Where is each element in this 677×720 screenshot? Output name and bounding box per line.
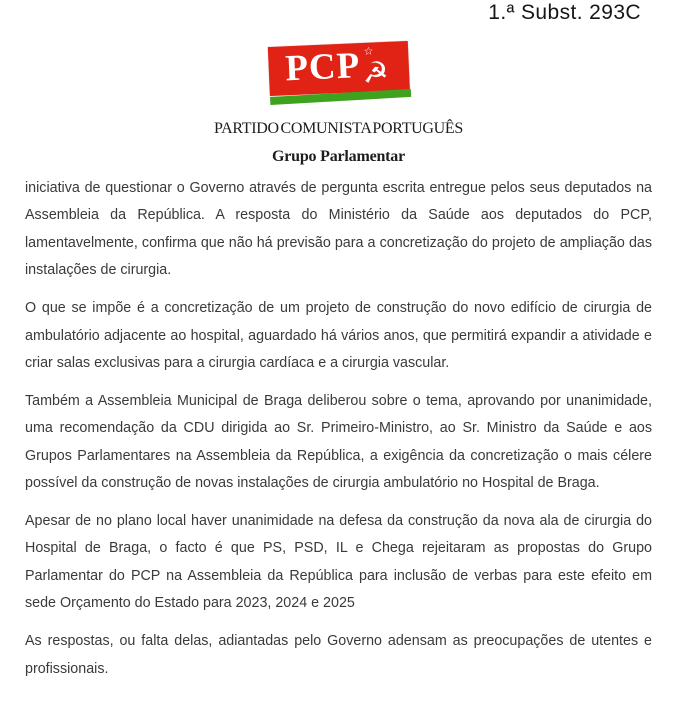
- paragraph-3: Também a Assembleia Municipal de Braga deliberou sobre o tema, aprovando por unanimidade, uma recomendação da CDU dirigida ao Sr. Primeiro-Ministro, ao Sr. Ministro da Saúde e aos Grupos Parlamentares na Assembleia da República, a exigência da concretização o mais célere possível da construção de novas instalações de cirurgia ambulatório no Hospital de Braga.: [25, 392, 652, 492]
- paragraph-2: O que se impõe é a concretização de um projeto de construção do novo edifício de cirurgia de ambulatório adjacente ao hospital, aguardado há vários anos, que permitirá expandir a atividade e criar salas exclusivas para a cirurgia cardíaca e a cirurgia vascular.: [25, 300, 652, 371]
- document-body: [25, 175, 652, 693]
- paragraph-4: Apesar de no plano local haver unanimidade na defesa da construção da nova ala de cirurgia do Hospital de Braga, o facto é que PS, PSD, IL e Chega rejeitaram as propostas do Grupo Parlamentar do PCP na Assembleia da República para inclusão de verbas para este efeito em sede Orçamento do Estado para 2023, 2024 e 2025: [25, 512, 652, 612]
- party-name: PARTIDO COMUNISTA PORTUGUÊS: [213, 120, 464, 137]
- pcp-logo-emblem: [361, 44, 393, 89]
- pcp-logo-red-block: [267, 41, 409, 96]
- paragraph-5: As respostas, ou falta delas, adiantadas pelo Governo adensam as preocupações de utentes e profissionais.: [25, 633, 652, 677]
- group-name: Grupo Parlamentar: [271, 148, 406, 165]
- star-icon: ☆: [362, 44, 374, 58]
- paragraph-1: iniciativa de questionar o Governo através de pergunta escrita entregue pelos seus deputados na Assembleia da República. A resposta do Ministério da Saúde aos deputados do PCP, lamentavelmente, confirma que não há previsão para a concretização do projeto de ampliação das instalações de cirurgia.: [25, 180, 652, 279]
- hammer-sickle-icon: ☭: [361, 56, 389, 90]
- pcp-logo-acronym: PCP: [283, 45, 361, 90]
- pcp-logo: [267, 41, 409, 103]
- document-number: 1.ª Subst. 293C: [488, 1, 641, 24]
